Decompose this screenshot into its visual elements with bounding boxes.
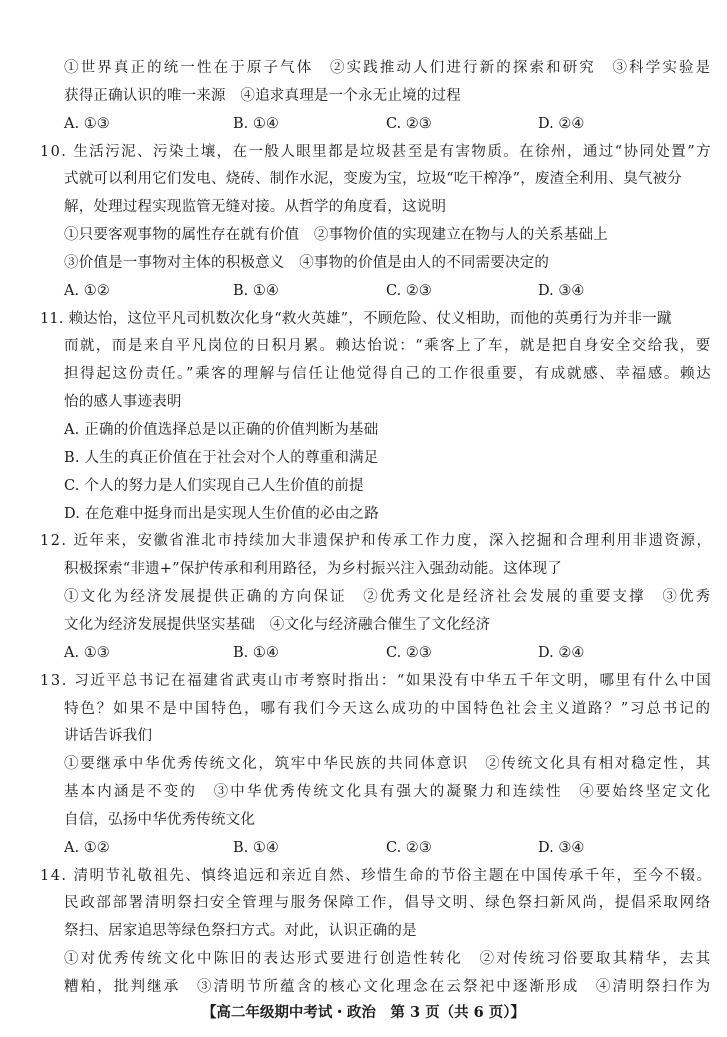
q12-statement-line: 文化为经济发展提供坚实基础 ④文化与经济融合催生了文化经济 (64, 617, 491, 633)
q12-stem-line: 12. 近年来，安徽省淮北市持续加大非遗保护和传承工作力度，深入挖掘和合理利用非遗资源， (40, 533, 713, 549)
q9-option-a: A. ①③ (64, 116, 110, 132)
q14-statement-line: ①对优秀传统文化中陈旧的表达形式要进行创造性转化 ②对传统习俗要取其精华，去其 (64, 951, 713, 967)
q10-statement-line: ①只要客观事物的属性存在就有价值 ②事物价值的实现建立在物与人的关系基础上 (64, 227, 608, 243)
q13-options (0, 838, 727, 858)
q9-option-b: B. ①④ (233, 116, 279, 132)
q9-option-c: C. ②③ (386, 116, 432, 132)
q12-stem-line: 积极探索“非遗+”保护传承和利用路径，为乡村振兴注入强劲动能。这体现了 (64, 561, 562, 577)
q10-option-c: C. ②③ (386, 283, 432, 299)
q13-option-a: A. ①② (64, 840, 110, 856)
q12-statement-line: ①文化为经济发展提供正确的方向保证 ②优秀文化是经济社会发展的重要支撑 ③优秀 (64, 589, 713, 605)
q12-option-a: A. ①③ (64, 645, 110, 661)
q11-option-b: B. 人生的真正价值在于社会对个人的尊重和满足 (64, 450, 379, 466)
q13-stem-line: 讲话告诉我们 (64, 728, 153, 744)
q10-stem-line: 10. 生活污泥、污染土壤，在一般人眼里都是垃圾甚至是有害物质。在徐州，通过“协同处置”方 (40, 144, 712, 160)
q14-stem-line: 14. 清明节礼敬祖先、慎终追远和亲近自然、珍惜生命的节俗主题在中国传承千年，至今不辍。 (40, 868, 713, 884)
q10-statement-line: ③价值是一事物对主体的积极意义 ④事物的价值是由人的不同需要决定的 (64, 255, 550, 271)
q10-stem-line: 式就可以利用它们发电、烧砖、制作水泥，变废为宝，垃圾“吃干榨净”，废渣全利用、臭气被分 (64, 171, 682, 187)
q13-stem-line: 特色？如果不是中国特色，哪有我们今天这么成功的中国特色社会主义道路？”习总书记的 (64, 701, 712, 717)
q10-stem-line: 解，处理过程实现监管无缝对接。从哲学的角度看，这说明 (64, 199, 447, 215)
q12-option-c: C. ②③ (386, 645, 432, 661)
q11-stem-line: 担得起这份责任。”乘客的理解与信任让他觉得自己的工作很重要，有成就感、幸福感。赖达 (64, 366, 713, 382)
q9-statement-line: 获得正确认识的唯一来源 ④追求真理是一个永无止境的过程 (64, 88, 461, 104)
q9-option-d: D. ②④ (538, 116, 585, 132)
q11-option-a: A. 正确的价值选择总是以正确的价值判断为基础 (64, 422, 379, 438)
q10-option-b: B. ①④ (233, 283, 279, 299)
q12-options (0, 643, 727, 663)
q9-options (0, 114, 727, 134)
q13-option-b: B. ①④ (233, 840, 279, 856)
q11-stem-line: 怡的感人事迹表明 (64, 394, 182, 410)
q10-option-a: A. ①② (64, 283, 110, 299)
q14-stem-line: 祭扫、居家追思等绿色祭扫方式。对此，认识正确的是 (64, 923, 417, 939)
q10-options (0, 281, 727, 301)
q11-option-c: C. 个人的努力是人们实现自己人生价值的前提 (64, 478, 364, 494)
q11-stem-line: 11. 赖达怡，这位平凡司机数次化身“救火英雄”，不顾危险、仗义相助，而他的英勇行为并非一蹴 (40, 311, 672, 327)
q13-stem-line: 13. 习近平总书记在福建省武夷山市考察时指出：“如果没有中华五千年文明，哪里有什么中国 (40, 673, 713, 689)
q10-option-d: D. ③④ (538, 283, 585, 299)
q13-statement-line: ①要继承中华优秀传统文化，筑牢中华民族的共同体意识 ②传统文化具有相对稳定性，其 (64, 756, 712, 772)
q12-option-d: D. ②④ (538, 645, 585, 661)
q9-statement-line: ①世界真正的统一性在于原子气体 ②实践推动人们进行新的探索和研究 ③科学实验是 (64, 60, 713, 76)
q14-statement-line: 糟粕，批判继承 ③清明节所蕴含的核心文化理念在云祭祀中逐渐形成 ④清明祭扫作为 (64, 979, 713, 995)
q13-option-c: C. ②③ (386, 840, 432, 856)
q11-option-d: D. 在危难中挺身而出是实现人生价值的必由之路 (64, 506, 379, 522)
q12-option-b: B. ①④ (233, 645, 279, 661)
q11-stem-line: 而就，而是来自平凡岗位的日积月累。赖达怡说：“乘客上了车，就是把自身安全交给我，要 (64, 338, 712, 354)
q13-statement-line: 自信，弘扬中华优秀传统文化 (64, 812, 256, 828)
page-footer: 【高二年级期中考试・政治 第 3 页（共 6 页）】 (201, 1004, 526, 1021)
q13-statement-line: 基本内涵是不变的 ③中华优秀传统文化具有强大的凝聚力和连续性 ④要始终坚定文化 (64, 784, 713, 800)
q14-stem-line: 民政部部署清明祭扫安全管理与服务保障工作，倡导文明、绿色祭扫新风尚，提倡采取网络 (64, 895, 712, 911)
q13-option-d: D. ③④ (538, 840, 585, 856)
